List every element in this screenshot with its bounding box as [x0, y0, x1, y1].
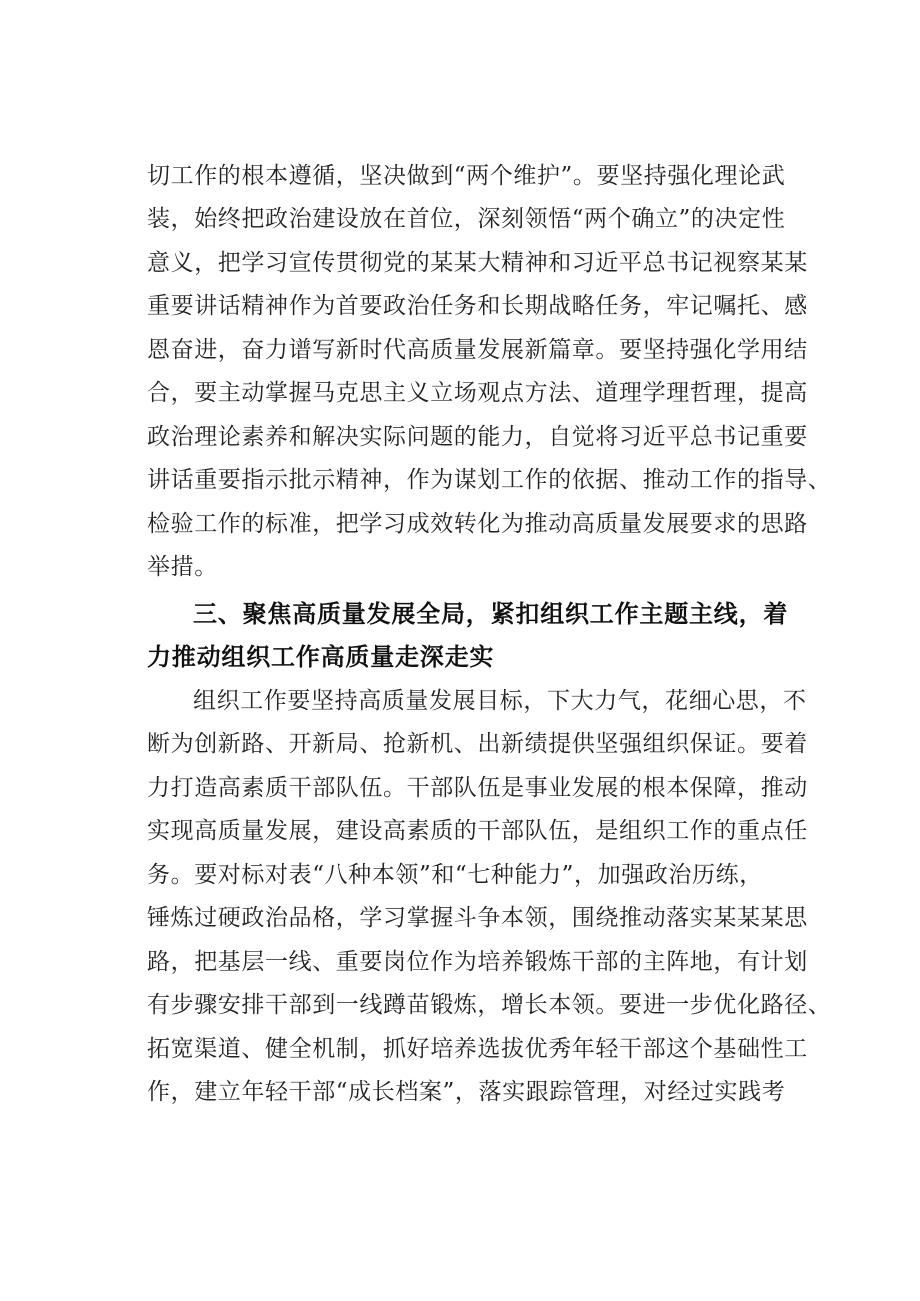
- paragraph-line: 恩奋进，奋力谱写新时代高质量发展新篇章。要坚持强化学用结: [147, 337, 808, 363]
- paragraph-line: 讲话重要指示批示精神，作为谋划工作的依据、推动工作的指导、: [147, 467, 832, 493]
- paragraph-line: 路，把基层一线、重要岗位作为培养锻炼干部的主阵地，有计划: [147, 949, 808, 975]
- paragraph-line: 重要讲话精神作为首要政治任务和长期战略任务，牢记嘱托、感: [147, 293, 808, 319]
- paragraph-line: 有步骤安排干部到一线蹲苗锻炼，增长本领。要进一步优化路径、: [147, 992, 832, 1018]
- paragraph-line: 作，建立年轻干部“成长档案”，落实跟踪管理，对经过实践考: [147, 1079, 786, 1105]
- paragraph-line: 组织工作要坚持高质量发展目标，下大力气，花细心思，不: [193, 688, 807, 714]
- paragraph-line: 力打造高素质干部队伍。干部队伍是事业发展的根本保障，推动: [147, 775, 808, 801]
- paragraph-line: 合，要主动掌握马克思主义立场观点方法、道理学理哲理，提高: [147, 380, 808, 406]
- paragraph-line: 意义，把学习宣传贯彻党的某某大精神和习近平总书记视察某某: [147, 250, 808, 276]
- paragraph-line: 举措。: [147, 554, 218, 580]
- paragraph-line: 锤炼过硬政治品格，学习掌握斗争本领，围绕推动落实某某某思: [147, 905, 808, 931]
- section-heading: 力推动组织工作高质量走深走实: [147, 643, 495, 671]
- paragraph-line: 拓宽渠道、健全机制，抓好培养选拔优秀年轻干部这个基础性工: [147, 1036, 808, 1062]
- paragraph-line: 装，始终把政治建设放在首位，深刻领悟“两个确立”的决定性: [147, 206, 786, 232]
- paragraph-line: 检验工作的标准，把学习成效转化为推动高质量发展要求的思路: [147, 511, 808, 537]
- paragraph-line: 切工作的根本遵循，坚决做到“两个维护”。要坚持强化理论武: [147, 163, 786, 189]
- paragraph-line: 实现高质量发展，建设高素质的干部队伍，是组织工作的重点任: [147, 818, 808, 844]
- section-heading: 三、聚焦高质量发展全局，紧扣组织工作主题主线，着: [193, 600, 789, 628]
- paragraph-line: 务。要对标对表“八种本领”和“七种能力”，加强政治历练，: [147, 862, 763, 888]
- paragraph-line: 政治理论素养和解决实际问题的能力，自觉将习近平总书记重要: [147, 424, 808, 450]
- paragraph-line: 断为创新路、开新局、抢新机、出新绩提供坚强组织保证。要着: [147, 731, 808, 757]
